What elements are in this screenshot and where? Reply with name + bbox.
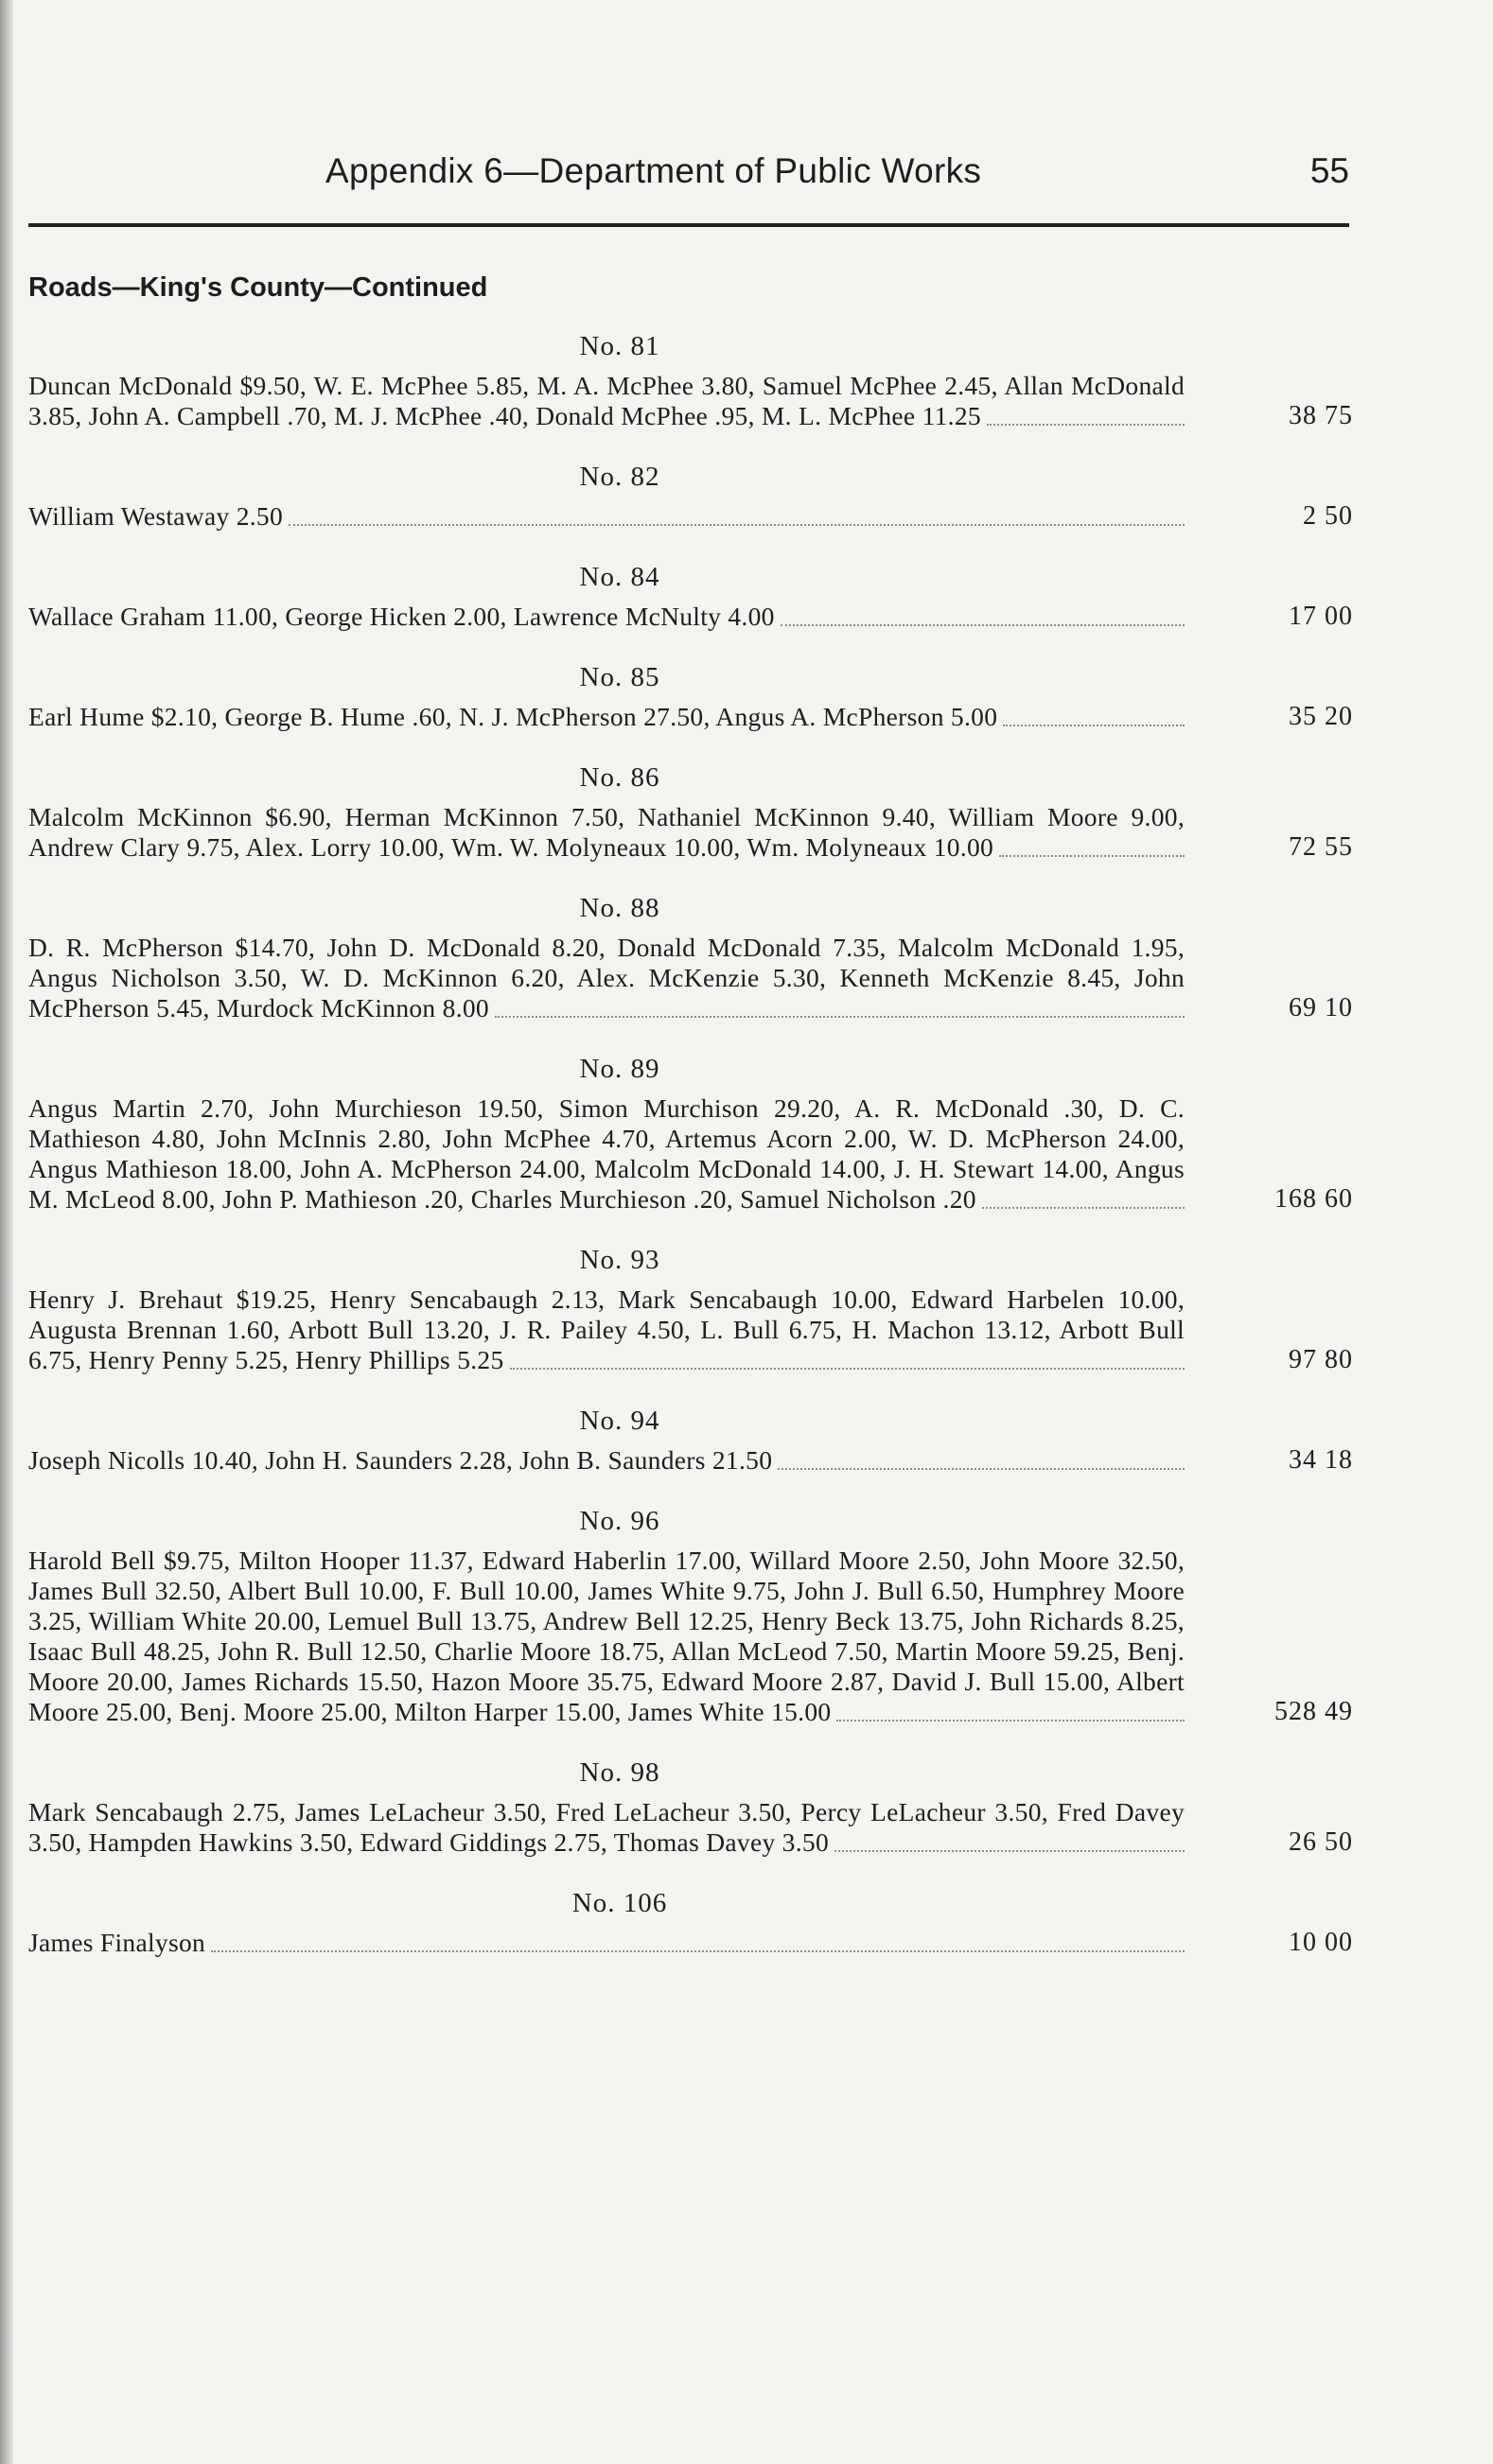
dot-leader — [289, 524, 1185, 526]
entry-amount: 35 20 — [1289, 702, 1353, 731]
page-edge-shadow — [0, 0, 13, 2464]
entry-text: James Finalyson — [28, 1928, 206, 1957]
dot-leader — [987, 424, 1185, 426]
entry — [28, 1879, 1353, 1979]
entry-text: D. R. McPherson $14.70, John D. McDonald 8.20, Donald McDonald 7.35, Malcolm McDonald 1.95, Angus Nicholson 3.50, W. D. McKinnon 6.20, Alex. McKenzie 5.30, Kenneth McKenzie 8.45, John McPherson 5.45, Murdock McKinnon 8.00 — [28, 933, 1185, 1022]
road-number: No. 89 — [579, 1054, 660, 1084]
entry — [28, 552, 1353, 653]
entry-text: Wallace Graham 11.00, George Hicken 2.00, Lawrence McNulty 4.00 — [28, 602, 775, 631]
section-heading: Roads—King's County—Continued — [28, 272, 488, 303]
entry-text: Duncan McDonald $9.50, W. E. McPhee 5.85, M. A. McPhee 3.80, Samuel McPhee 2.45, Allan McDonald 3.85, John A. Campbell .70, M. J. McPhee .40, Donald McPhee .95, M. L. McPhee 11.25 — [28, 371, 1185, 430]
entry — [28, 753, 1353, 883]
entry — [28, 452, 1353, 552]
road-number: No. 88 — [579, 893, 660, 923]
road-number: No. 85 — [579, 662, 660, 692]
road-number: No. 81 — [579, 331, 660, 361]
entry-amount: 38 75 — [1289, 401, 1353, 430]
road-number: No. 94 — [579, 1406, 660, 1436]
entry-amount: 17 00 — [1289, 602, 1353, 631]
dot-leader — [836, 1720, 1185, 1721]
entry-amount: 10 00 — [1289, 1928, 1353, 1957]
entry — [28, 1496, 1353, 1748]
entry — [28, 1235, 1353, 1396]
road-number: No. 106 — [571, 1888, 668, 1918]
dot-leader — [1003, 725, 1185, 726]
page-number: 55 — [1309, 151, 1349, 190]
entry-amount: 168 60 — [1274, 1184, 1353, 1214]
entry-text: Angus Martin 2.70, John Murchieson 19.50, Simon Murchison 29.20, A. R. McDonald .30, D. C. Mathieson 4.80, John McInnis 2.80, John McPhee 4.70, Artemus Acorn 2.00, W. D. McPherson 24.00, Angus Mathieson 18.00, John A. McPherson 24.00, Malcolm McDonald 14.00, J. H. Stewart 14.00, Angus M. McLeod 8.00, John P. Mathieson .20, Charles Murchieson .20, Samuel Nicholson .20 — [28, 1093, 1185, 1214]
entry-text: Harold Bell $9.75, Milton Hooper 11.37, Edward Haberlin 17.00, Willard Moore 2.50, John Moore 32.50, James Bull 32.50, Albert Bull 10.00, F. Bull 10.00, James White 9.75, John J. Bull 6.50, Humphrey Moore 3.25, William White 20.00, Lemuel Bull 13.75, Andrew Bell 12.25, Henry Beck 13.75, John Richards 8.25, Isaac Bull 48.25, John R. Bull 12.50, Charlie Moore 18.75, Allan McLeod 7.50, Martin Moore 59.25, Benj. Moore 20.00, James Richards 15.50, Hazon Moore 35.75, Edward Moore 2.87, David J. Bull 15.00, Albert Moore 25.00, Benj. Moore 25.00, Milton Harper 15.00, James White 15.00 — [28, 1546, 1185, 1726]
entry — [28, 653, 1353, 753]
entry-text: William Westaway 2.50 — [28, 501, 284, 531]
entry-amount: 528 49 — [1274, 1697, 1353, 1726]
entry-text: Malcolm McKinnon $6.90, Herman McKinnon 7.50, Nathaniel McKinnon 9.40, William Moore 9.00, Andrew Clary 9.75, Alex. Lorry 10.00, Wm. W. Molyneaux 10.00, Wm. Molyneaux 10.00 — [28, 802, 1185, 862]
entry-amount: 69 10 — [1289, 993, 1353, 1022]
entry-text: Earl Hume $2.10, George B. Hume .60, N. J. McPherson 27.50, Angus A. McPherson 5.00 — [28, 702, 998, 731]
entry-amount: 34 18 — [1289, 1445, 1353, 1475]
entry — [28, 1396, 1353, 1496]
dot-leader — [495, 1016, 1185, 1018]
dot-leader — [778, 1468, 1185, 1470]
entry — [28, 1748, 1353, 1879]
dot-leader — [781, 624, 1185, 626]
road-number: No. 84 — [579, 562, 660, 592]
entry-amount: 72 55 — [1289, 832, 1353, 862]
entry-amount: 97 80 — [1289, 1345, 1353, 1374]
header-rule — [28, 223, 1349, 227]
road-number: No. 96 — [579, 1506, 660, 1536]
dot-leader — [211, 1950, 1185, 1952]
entry — [28, 322, 1353, 452]
page-title: Appendix 6—Department of Public Works — [325, 151, 982, 190]
page-header — [28, 142, 1349, 208]
entry — [28, 1044, 1353, 1235]
road-number: No. 93 — [579, 1245, 660, 1275]
entry-text: Mark Sencabaugh 2.75, James LeLacheur 3.50, Fred LeLacheur 3.50, Percy LeLacheur 3.50, Fred Davey 3.50, Hampden Hawkins 3.50, Edward Giddings 2.75, Thomas Davey 3.50 — [28, 1797, 1185, 1857]
road-number: No. 86 — [579, 762, 660, 793]
entries-list — [28, 322, 1353, 1979]
road-number: No. 82 — [579, 462, 660, 492]
entry-text: Joseph Nicolls 10.40, John H. Saunders 2.28, John B. Saunders 21.50 — [28, 1445, 773, 1475]
road-number: No. 98 — [579, 1757, 660, 1788]
dot-leader — [999, 855, 1185, 857]
entry-text: Henry J. Brehaut $19.25, Henry Sencabaugh 2.13, Mark Sencabaugh 10.00, Edward Harbelen 10.00, Augusta Brennan 1.60, Arbott Bull 13.20, J. R. Pailey 4.50, L. Bull 6.75, H. Machon 13.12, Arbott Bull 6.75, Henry Penny 5.25, Henry Phillips 5.25 — [28, 1284, 1185, 1374]
dot-leader — [982, 1207, 1185, 1209]
dot-leader — [510, 1368, 1185, 1370]
entry-amount: 2 50 — [1303, 501, 1353, 531]
dot-leader — [834, 1850, 1185, 1852]
entry-amount: 26 50 — [1289, 1827, 1353, 1857]
entry — [28, 883, 1353, 1044]
